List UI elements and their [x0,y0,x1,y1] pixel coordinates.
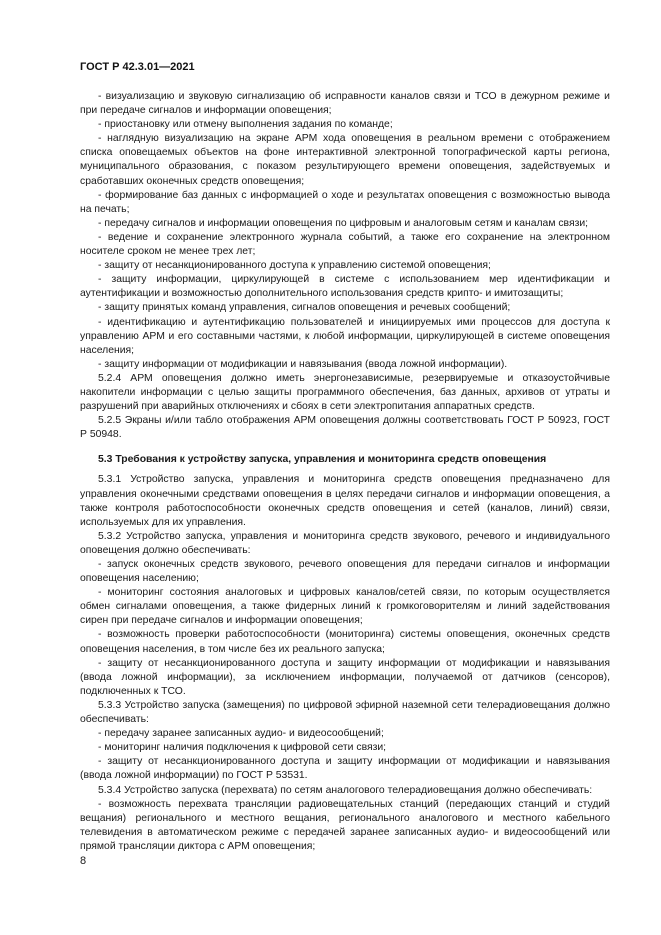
requirements-list-5-2 [80,90,610,442]
paragraph: - защиту принятых команд управления, сигналов оповещения и речевых сообщений; [98,302,511,314]
paragraph: - защиту информации от модификации и навязывания (ввода ложной информации). [98,358,508,370]
section-title-5-3: 5.3 Требования к устройству запуска, управления и мониторинга средств оповещения [98,454,547,466]
standard-header: ГОСТ Р 42.3.01—2021 [80,61,195,73]
paragraph: 5.3.4 Устройство запуска (перехвата) по сетям аналогового телерадиовещания должно обеспечивать: [98,784,593,796]
paragraph: - возможность проверки работоспособности (мониторинга) системы оповещения, оконечных средств оповещения населения, в том числе без их реального запуска; [80,629,610,655]
paragraph: - мониторинг состояния аналоговых и цифровых каналов/сетей связи, по которым осуществляется обмен сигналами оповещения, а также фидерных линий к громкоговорителям и линий задействования сирен при передаче сигналов и информации оповещения; [80,587,610,627]
paragraph: 5.2.5 Экраны и/или табло отображения АРМ оповещения должны соответствовать ГОСТ Р 50923, ГОСТ Р 50948. [80,415,610,441]
paragraph: - передачу заранее записанных аудио- и видеосообщений; [98,728,384,740]
paragraph: 5.3.2 Устройство запуска, управления и мониторинга средств звукового, речевого и индивидуального оповещения должно обеспечивать: [80,530,610,556]
paragraph: - возможность перехвата трансляции радиовещательных станций (передающих станций и студий вещания) регионального и местного вещания, регионального аналогового и местного кабельного телевидения в автоматическом режиме с передачей заранее записанных аудио- и видеосообщений или прямой трансляции диктора с АРМ оповещения; [80,798,610,852]
paragraph: - защиту от несанкционированного доступа и защиту информации от модификации и навязывания (ввода ложной информации), за исключением информации, получаемой от датчиков (сенсоров), подключенных к ТСО. [80,657,610,697]
paragraph: - защиту от несанкционированного доступа к управлению системой оповещения; [98,260,491,272]
requirements-list-5-3 [80,473,610,854]
paragraph: 5.3.3 Устройство запуска (замещения) по цифровой эфирной наземной сети телерадиовещания должно обеспечивать: [80,699,610,726]
paragraph: - защиту от несанкционированного доступа и защиту информации от модификации и навязывания (ввода ложной информации) по ГОСТ Р 53531. [80,756,610,782]
paragraph: 5.2.4 АРМ оповещения должно иметь энергонезависимые, резервируемые и отказоустойчивые накопители информации с целью защиты программного обеспечения, баз данных, архивов от утраты и разрушений при аварийных отключениях и сбоях в сети электропитания аппаратных средств. [80,372,610,413]
paragraph: 5.3.1 Устройство запуска, управления и мониторинга средств оповещения предназначено для управления оконечными средствами оповещения в целях передачи сигналов и информации оповещения, а также контроля работоспособности оконечных средств оповещения и сетей (каналов, линий) связи, используемых для их управления. [80,474,610,528]
paragraph: - защиту информации, циркулирующей в системе с использованием мер идентификации и аутентификации и возможностью дополнительного использования средств крипто- и имитозащиты; [80,274,610,300]
paragraph: - идентификацию и аутентификацию пользователей и инициируемых ими процессов для доступа к управлению АРМ и его составными частями, к любой информации, циркулирующей в системе оповещения населения; [80,316,610,356]
paragraph: - мониторинг наличия подключения к цифровой сети связи; [98,742,387,754]
paragraph: - запуск оконечных средств звукового, речевого оповещения для передачи сигналов и информации оповещения населению; [80,559,610,585]
paragraph: - ведение и сохранение электронного журнала событий, а также его сохранение на электронном носителе сроком не менее трех лет; [80,231,610,258]
document-body [80,90,610,854]
paragraph: - визуализацию и звуковую сигнализацию об исправности каналов связи и ТСО в дежурном режиме и при передаче сигналов и информации оповещения; [80,91,610,117]
page-number: 8 [80,855,87,867]
paragraph: - наглядную визуализацию на экране АРМ хода оповещения в реальном времени с отображением списка оповещаемых объектов на фоне интерактивной электронной топографической карты региона, муниципального образования, с показом результирующего времени оповещения, задействуемых и сработавших оконечных средств оповещения; [80,133,610,187]
paragraph: - формирование баз данных с информацией о ходе и результатах оповещения с возможностью вывода на печать; [80,189,610,215]
paragraph: - передачу сигналов и информации оповещения по цифровым и аналоговым сетям и каналам связи; [98,217,589,229]
paragraph: - приостановку или отмену выполнения задания по команде; [98,119,393,131]
